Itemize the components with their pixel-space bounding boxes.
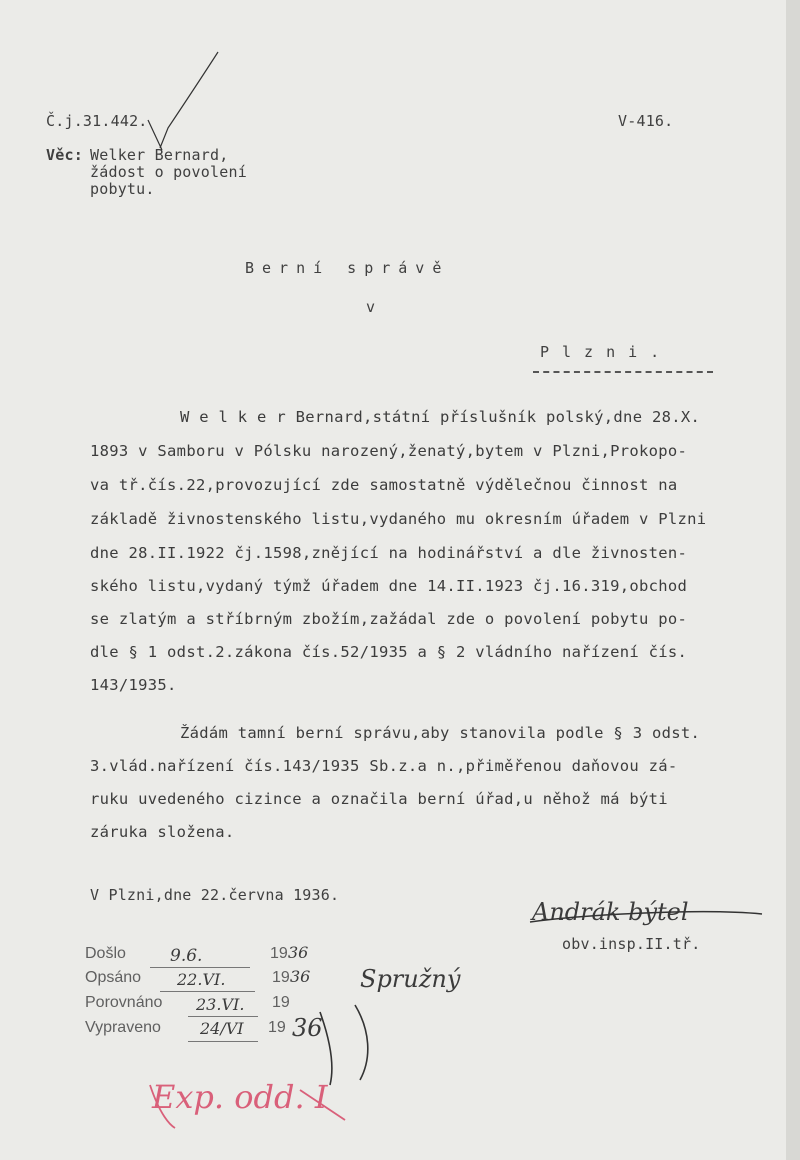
subject-line-1: Welker Bernard, — [90, 146, 229, 164]
stamp-line-porovnano — [188, 1016, 258, 1017]
stamp-label-doslo: Došlo — [85, 945, 126, 962]
stamp-value-opsano: 22.VI. — [177, 970, 226, 989]
place-date: V Plzni,dne 22.června 1936. — [90, 886, 340, 904]
check-mark-stroke — [160, 52, 218, 148]
signer-title: obv.insp.II.tř. — [562, 935, 701, 953]
initials-stroke-2 — [355, 1005, 368, 1080]
stamp-label-vypraveno: Vypraveno — [85, 1019, 161, 1036]
body-line-5: dne 28.II.1922 čj.1598,znějící na hodinářství a dle živnosten- — [90, 544, 688, 562]
stamp-line-doslo — [150, 967, 250, 968]
address-line-2: v — [366, 298, 376, 316]
reference-number: Č.j.31.442. — [46, 112, 148, 130]
page-edge-shadow — [786, 0, 800, 1160]
address-line-1: Berní správě — [245, 259, 450, 277]
stamp-line-vypraveno — [188, 1041, 258, 1042]
stamp-label-porovnano: Porovnáno — [85, 994, 163, 1011]
subject-line-3: pobytu. — [90, 180, 155, 198]
address-underline — [533, 371, 713, 373]
signature: Andrák býtel — [532, 898, 689, 926]
stamp-label-opsano: Opsáno — [85, 969, 142, 986]
handwritten-initials: Spružný — [360, 965, 461, 993]
address-line-3: Plzni. — [540, 343, 673, 361]
body-line-13: záruka složena. — [90, 823, 235, 841]
stamp-line-opsano — [160, 991, 255, 992]
body-line-7: se zlatým a stříbrným zbožím,zažádal zde o povolení pobytu po- — [90, 610, 688, 628]
body-line-2: 1893 v Samboru v Pólsku narozený,ženatý,bytem v Plzni,Prokopo- — [90, 442, 688, 460]
stamp-year-end-doslo: 36 — [288, 943, 309, 962]
stamp-year-vypraveno: 19 — [268, 1019, 286, 1036]
body-line-8: dle § 1 odst.2.zákona čís.52/1935 a § 2 vládního nařízení čís. — [90, 643, 688, 661]
body-line-6: ského listu,vydaný týmž úřadem dne 14.II.1923 čj.16.319,obchod — [90, 577, 688, 595]
stamp-year-opsano: 19 — [272, 969, 290, 986]
stamp-value-vypraveno: 24/VI — [200, 1019, 244, 1038]
subject-line-2: žádost o povolení — [90, 163, 247, 181]
stamp-value-porovnano: 23.VI. — [196, 995, 245, 1014]
body-line-3: va tř.čís.22,provozující zde samostatně výdělečnou činnost na — [90, 476, 678, 494]
body-line-12: ruku uvedeného cizince a označila berní úřad,u něhož má býti — [90, 790, 668, 808]
document-code: V-416. — [618, 112, 674, 130]
body-line-1: W e l k e r Bernard,státní příslušník polský,dne 28.X. — [180, 408, 701, 426]
stamp-year-end-vypraveno: 36 — [292, 1014, 323, 1042]
body-line-9: 143/1935. — [90, 676, 177, 694]
stamp-year-porovnano: 19 — [272, 994, 290, 1011]
subject-label: Věc: — [46, 146, 83, 164]
body-line-11: 3.vlád.nařízení čís.143/1935 Sb.z.a n.,přiměřenou daňovou zá- — [90, 757, 678, 775]
body-line-10: Žádám tamní berní správu,aby stanovila podle § 3 odst. — [180, 724, 701, 742]
stamp-value-doslo: 9.6. — [170, 946, 203, 966]
stamp-year-end-opsano: 36 — [290, 967, 311, 986]
body-line-4: základě živnostenského listu,vydaného mu okresním úřadem v Plzni — [90, 510, 707, 528]
stamp-year-doslo: 19 — [270, 945, 288, 962]
red-pencil-note: Exp. odd. I — [152, 1078, 328, 1116]
